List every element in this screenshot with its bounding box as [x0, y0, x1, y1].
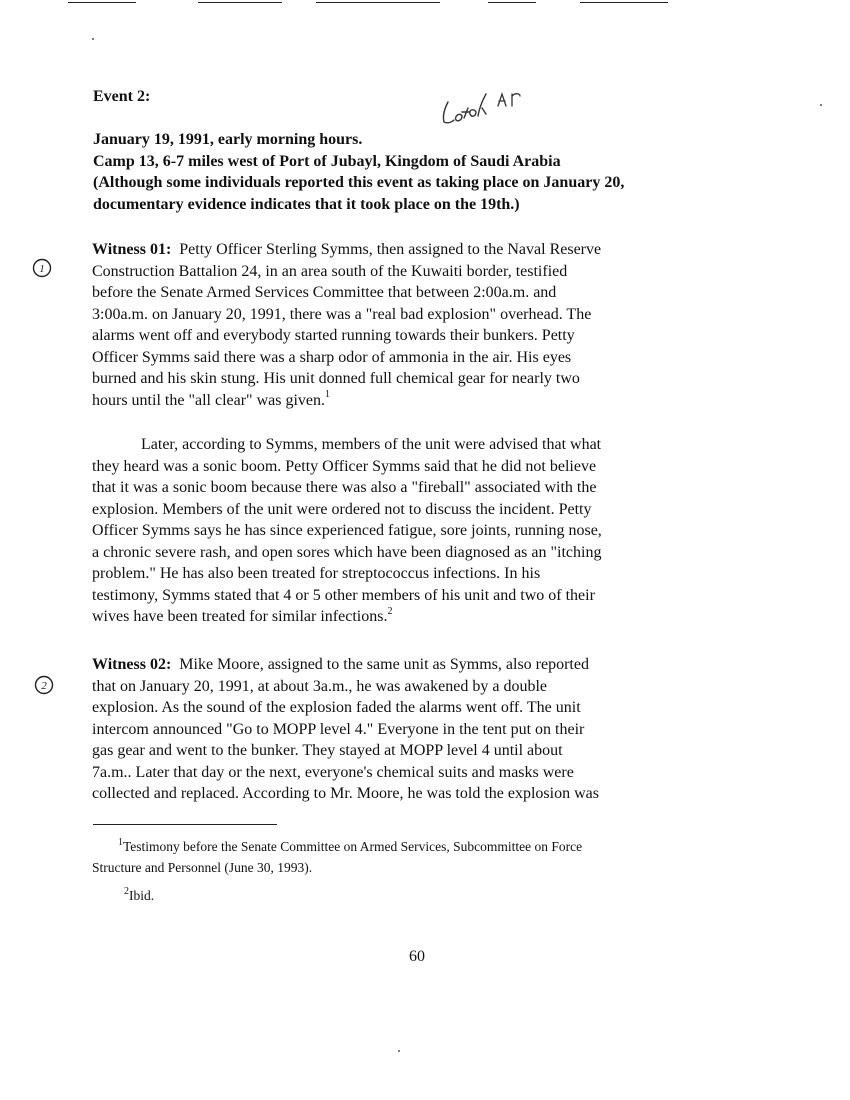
text-line: explosion. As the sound of the explosion faded the alarms went off. The unit	[92, 699, 581, 716]
footnote-1-marker: 1	[118, 836, 123, 848]
footnotes	[92, 836, 732, 878]
event-info	[93, 129, 753, 215]
text-line: Construction Battalion 24, in an area south of the Kuwaiti border, testified	[92, 262, 568, 280]
text-line: they heard was a sonic boom. Petty Officer Symms said that he did not believe	[92, 457, 597, 475]
footnote-2-marker: 2	[124, 885, 129, 897]
text-line: that it was a sonic boom because there was also a "fireball" associated with the	[92, 479, 597, 496]
text-line: hours until the "all clear" was given.	[92, 391, 325, 409]
handwritten-annotation	[438, 84, 528, 134]
circled-number-1-icon	[31, 257, 53, 279]
top-rule-segment	[488, 2, 536, 3]
text-line: Later, according to Symms, members of the unit were advised that what	[141, 436, 602, 453]
text-line: Officer Symms says he has since experienced fatigue, sore joints, running nose,	[92, 522, 602, 539]
svg-text:1: 1	[39, 263, 45, 275]
text-line: before the Senate Armed Services Committee that between 2:00a.m. and	[92, 284, 557, 301]
footnote-ref-1[interactable]: 1	[325, 389, 330, 401]
event-heading: Event 2:	[93, 88, 151, 105]
text-line: Officer Symms said there was a sharp odor of ammonia in the air. His eyes	[92, 348, 572, 366]
footnote-2	[124, 885, 155, 904]
scan-speck	[820, 104, 822, 106]
handwritten-note-text: Lated AF	[438, 132, 442, 133]
footnote-2-text: Ibid.	[129, 888, 155, 903]
text-line: gas gear and went to the bunker. They stayed at MOPP level 4 until about	[92, 742, 563, 759]
text-line: collected and replaced. According to Mr. Moore, he was told the explosion was	[92, 785, 599, 802]
page-number: 60	[409, 948, 425, 965]
footnote-divider	[93, 824, 277, 825]
text-line: alarms went off and everybody started running towards their bunkers. Petty	[92, 327, 575, 344]
text-line: problem." He has also been treated for streptococcus infections. In his	[92, 565, 541, 582]
top-rule-segment	[68, 2, 136, 3]
event-date: January 19, 1991, early morning hours.	[93, 131, 363, 148]
text-line: that on January 20, 1991, at about 3a.m., he was awakened by a double	[92, 677, 547, 695]
text-line: burned and his skin stung. His unit donned full chemical gear for nearly two	[92, 370, 580, 387]
footnote-1-text: Testimony before the Senate Committee on Armed Services, Subcommittee on Force	[123, 839, 583, 854]
witness-01-paragraph	[92, 239, 742, 411]
text-line: 7a.m.. Later that day or the next, everyone's chemical suits and masks were	[92, 763, 574, 781]
witness-01-continuation-paragraph	[92, 434, 742, 628]
event-note-line: documentary evidence indicates that it took place on the 19th.)	[93, 195, 520, 213]
event-location: Camp 13, 6-7 miles west of Port of Jubayl, Kingdom of Saudi Arabia	[93, 152, 561, 170]
witness-01-label: Witness 01:	[92, 241, 172, 258]
witness-01-first-line: Petty Officer Sterling Symms, then assigned to the Naval Reserve	[179, 241, 602, 258]
footnote-1-text-cont: Structure and Personnel (June 30, 1993).	[92, 860, 313, 875]
text-line: intercom announced "Go to MOPP level 4." Everyone in the tent put on their	[92, 720, 585, 738]
text-line: testimony, Symms stated that 4 or 5 other members of his unit and two of their	[92, 586, 595, 604]
svg-text:2: 2	[41, 680, 47, 692]
text-line: explosion. Members of the unit were ordered not to discuss the incident. Petty	[92, 500, 592, 518]
witness-02-label: Witness 02:	[92, 656, 172, 673]
witness-02-paragraph	[92, 654, 742, 805]
scan-speck	[92, 38, 94, 40]
text-line: 3:00a.m. on January 20, 1991, there was a "real bad explosion" overhead. The	[92, 305, 592, 323]
top-rule-segment	[580, 2, 668, 3]
circled-number-2-icon	[33, 674, 55, 696]
top-rule-segment	[316, 2, 440, 3]
footnote-ref-2[interactable]: 2	[387, 605, 393, 617]
scan-speck	[398, 1050, 400, 1052]
text-line: wives have been treated for similar infections.	[92, 608, 388, 625]
text-line: a chronic severe rash, and open sores which have been diagnosed as an "itching	[92, 543, 602, 561]
event-note-line: (Although some individuals reported this event as taking place on January 20,	[93, 174, 625, 191]
top-rule-segment	[198, 2, 282, 3]
witness-02-first-line: Mike Moore, assigned to the same unit as Symms, also reported	[179, 656, 589, 673]
